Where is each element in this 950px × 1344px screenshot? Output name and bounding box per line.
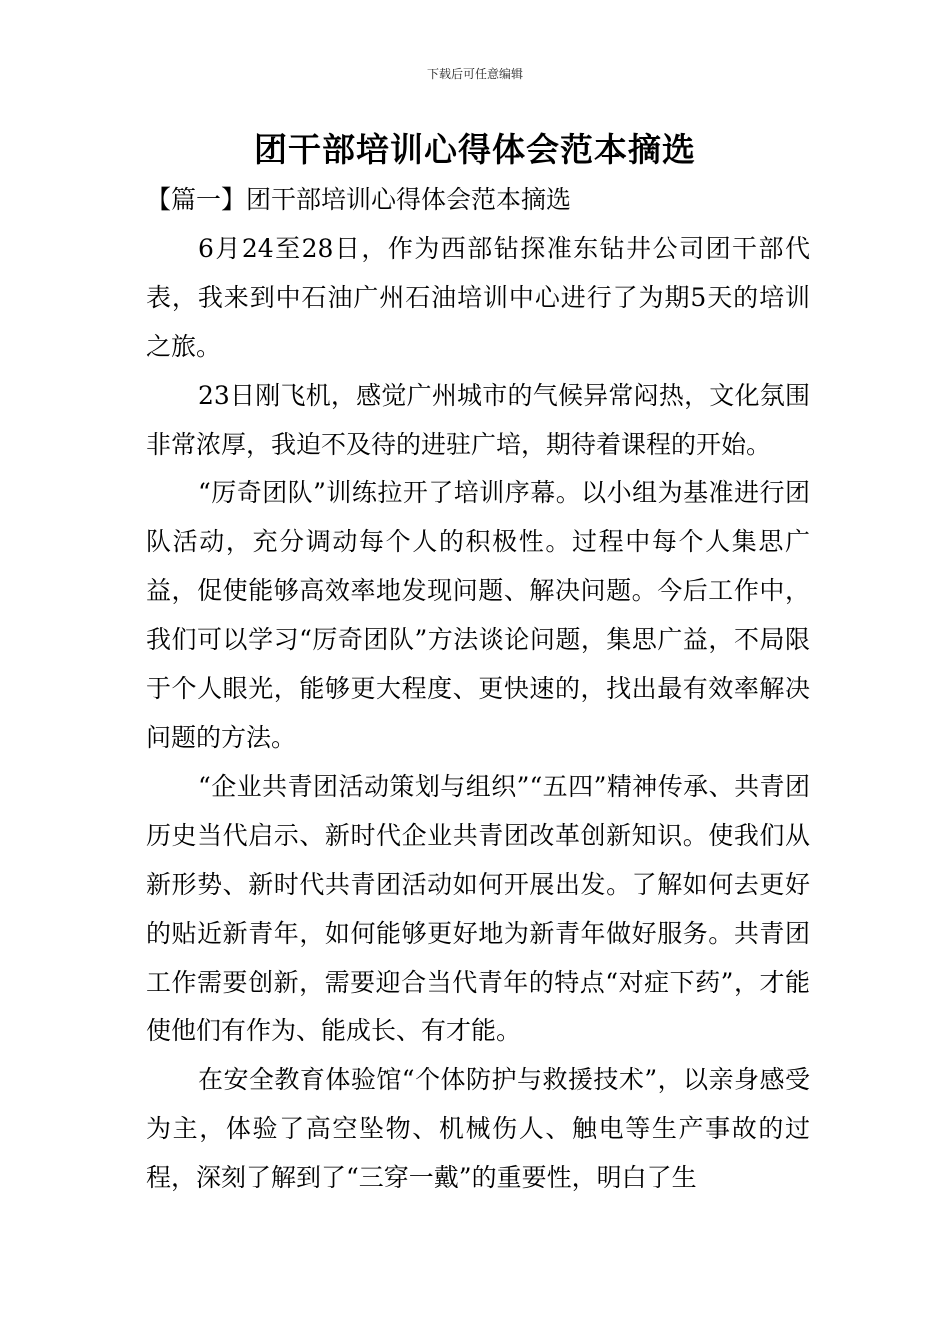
- paragraph-1: 6月24至28日，作为西部钻探准东钻井公司团干部代表，我来到中石油广州石油培训中心进行了为期5天的培训之旅。: [146, 233, 810, 361]
- paragraph-5: 在安全教育体验馆“个体防护与救援技术”，以亲身感受为主，体验了高空坠物、机械伤人、触电等生产事故的过程，深刻了解到了“三穿一戴”的重要性，明白了生: [146, 1065, 810, 1193]
- document-title: 团干部培训心得体会范本摘选: [254, 130, 696, 169]
- header-note: 下载后可任意编辑: [426, 67, 523, 81]
- section-heading: 【篇一】团干部培训心得体会范本摘选: [146, 185, 572, 214]
- paragraph-2: 23日刚飞机，感觉广州城市的气候异常闷热，文化氛围非常浓厚，我迫不及待的进驻广培，期待着课程的开始。: [146, 380, 810, 459]
- paragraph-4: “企业共青团活动策划与组织”“五四”精神传承、共青团历史当代启示、新时代企业共青团改革创新知识。使我们从新形势、新时代共青团活动如何开展出发。了解如何去更好的贴近新青年，如何能够更好地为新青年做好服务。共青团工作需要创新，需要迎合当代青年的特点“对症下药”，才能使他们有作为、能成长、有才能。: [146, 771, 810, 1046]
- paragraph-3: “厉奇团队”训练拉开了培训序幕。以小组为基准进行团队活动，充分调动每个人的积极性。过程中每个人集思广益，促使能够高效率地发现问题、解决问题。今后工作中，我们可以学习“厉奇团队”方法谈论问题，集思广益，不局限于个人眼光，能够更大程度、更快速的，找出最有效率解决问题的方法。: [146, 478, 810, 752]
- document-body: [146, 176, 810, 1203]
